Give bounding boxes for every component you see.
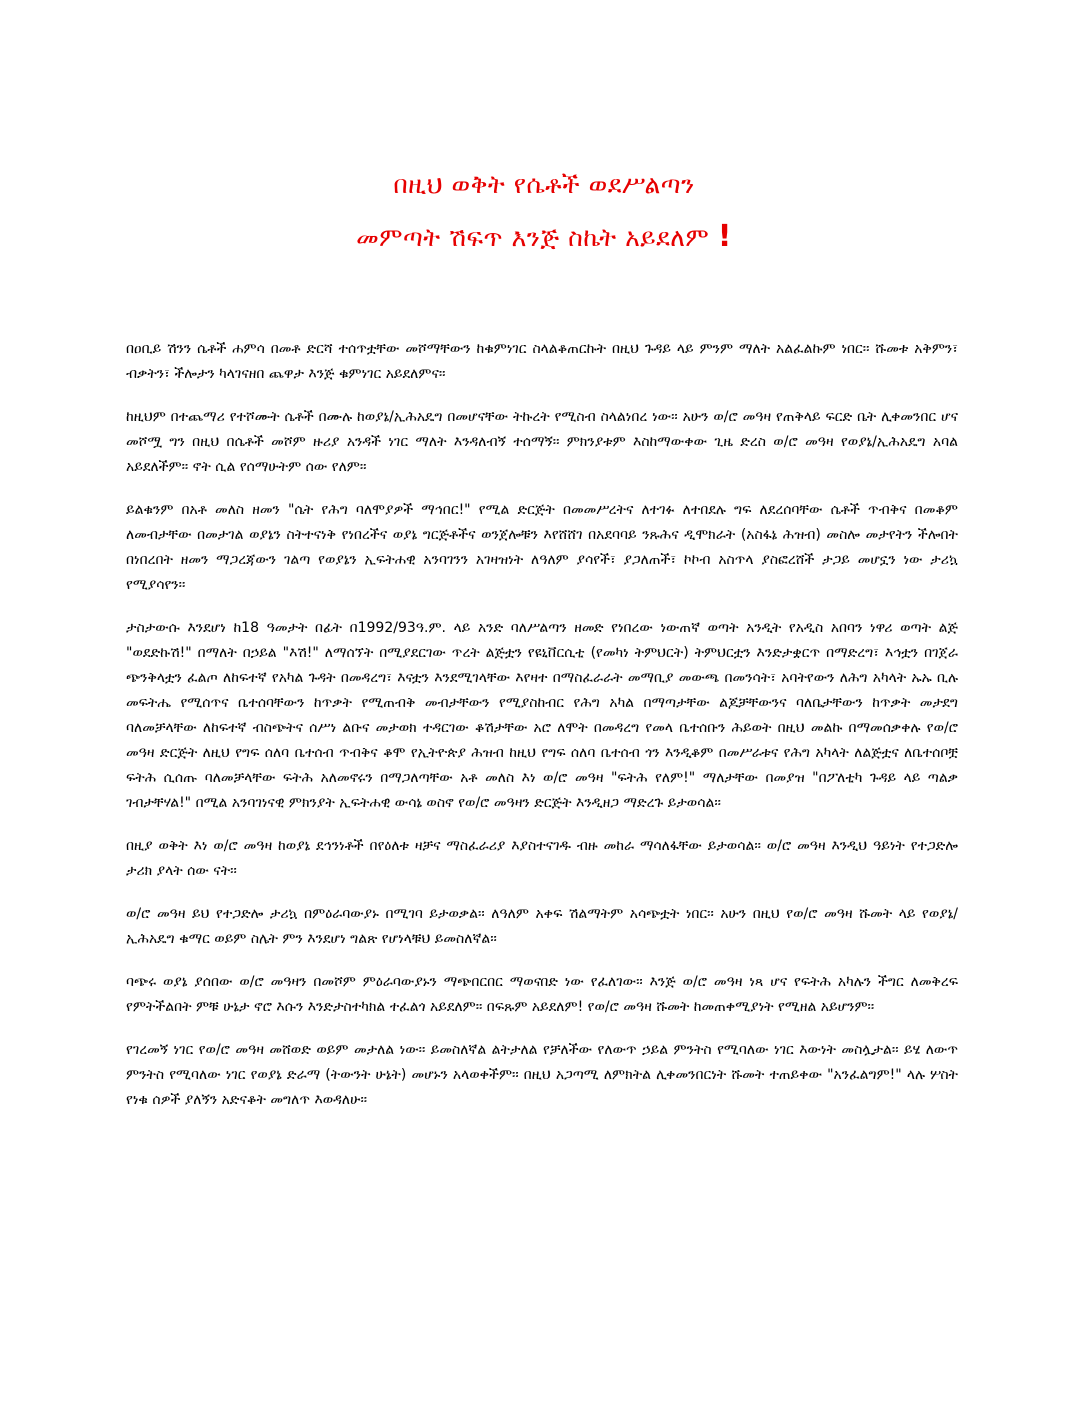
paragraph-1: በዐቢይ ሽንን ሴቶች ሐምሳ በመቶ ድርሻ ተሰጥቷቸው መሾማቸውን ከቁምነገር ስላልቆጠርኩት በዚህ ጉዳይ ላይ ምንም ማለት አልፈልኩም ነበር፡፡ ሹመቱ አቅምን፣ ብቃትን፣ ችሎታን ካላገናዘበ ጨዋታ እንጅ ቁምነገር አይደለምና፡፡ bbox=[126, 341, 958, 382]
document-body bbox=[126, 337, 958, 1131]
paragraph-4: ታስታውሱ እንደሆነ ከ18 ዓመታት በፊት በ1992/93ዓ.ም. ላይ አንድ ባለሥልጣን ዘመድ የነበረው ነውጠኛ ወጣት አንዲት የአዲስ አበባን ነዋሪ ወጣት ልጅ "ወደድኩሽ!" በማለት በኃይል "እሽ!" ለማሰኘት በሚያደርገው ጥረት ልጅቷን የዩኒቨርሲቲ (የመካነ ትምህርት) ትምህርቷን እንድታቋርጥ በማድረግ፣ እኅቷን በገጀራ ጭንቅላቷን ፈልጦ ለከፍተኛ የአካል ጉዳት በመዳረግ፣ እናቷን እንደሚገላቸው እየዛተ በማስፈራራት መማቢያ መውጫ በመንሳት፣ አባትየውን ለሕግ አካላት ኡኡ ቢሉ መፍትሔ የሚሰጥና ቤተሰባቸውን ከጥቃት የሚጠብቅ መብታቸውን የሚያስከብር የሕግ አካል በማጣታቸው ልጆቻቸውንና ባለቤታቸውን ከጥቃት መታደግ ባለመቻላቸው ለከፍተኛ ብስጭትና ሰሥነ ልቡና መታወክ ተዳርገው ቆሽታቸው አሮ ለሞት በመዳረግ የመላ ቤተሰቡን ሕይወት በዚህ መልኩ በማመሰቃቀሉ የወ/ሮ መዓዛ ድርጅት ለዚህ የግፍ ሰለባ ቤተሰብ ጥብቅና ቆሞ የኢትዮጵያ ሕዝብ ከዚህ የግፍ ሰለባ ቤተሰብ ጎን እንዲቆም በመሥራቱና የሕግ አካላት ለልጅቷና ለቤተሰቦቿ ፍትሕ ሲሰጡ ባለመቻላቸው ፍትሕ አለመኖሩን በማጋለጣቸው አቶ መለስ እነ ወ/ሮ መዓዛ "ፍትሕ የለም!" ማለታቸው በመያዝ "በፖለቲካ ጉዳይ ላይ ጣልቃ ገብታቸሃል!" በሚል አንባገነናዊ ምክንያት ኢፍትሐዊ ውሳኔ ወስኖ የወ/ሮ መዓዛን ድርጅት እንዲዘጋ ማድረጉ ይታወሳል፡፡ bbox=[126, 620, 958, 811]
document-title bbox=[0, 168, 1088, 255]
paragraph-3: ይልቁንም በአቶ መለስ ዘመን "ሴት የሕግ ባለሞያዎች ማኅበር!" የሚል ድርጅት በመመሥረትና ለተገፉ ለተበደሉ ግፍ ለደረሰባቸው ሴቶች ጥብቅና በመቆም ለመብታቸው በመታገል ወያኔን ስትተናነቅ የነበረችና ወያኔ ግርጅቶችና ወንጀሎቹን እየሸሸገ በአደባባይ ንጹሕና ዲሞክራት (አስፋኔ ሕዝብ) መስሎ መታየትን ችሎበት በነበረበት ዘመን ማጋረጃውን ገልጣ የወያኔን ኢፍትሐዊ አንባገንን አገዛዝነት ለዓለም ያሳየች፣ ያጋለጠች፣ ኮኮብ አስጥላ ያስፎረሸች ታጋይ መሆኗን ነው ታሪኳ የሚያሳየን፡፡ bbox=[126, 502, 958, 593]
paragraph-5: በዚያ ወቅት እነ ወ/ሮ መዓዛ ከወያኔ ደኅንነቶች በየዕለቱ ዛቻና ማስፈራሪያ እያስተናገዱ ብዙ መከራ ማሳለፋቸው ይታወሳል፡፡ ወ/ሮ መዓዛ እንዲህ ዓይነት የተጋድሎ ታሪክ ያላት ሰው ናት፡፡ bbox=[126, 838, 958, 879]
title-line-1: በዚህ ወቅት የሴቶች ወደሥልጣን bbox=[393, 170, 695, 199]
title-line-2 bbox=[0, 220, 1088, 255]
paragraph-7: ባጭሩ ወያኔ ያሰበው ወ/ሮ መዓዛን በመሾም ምዕራባውያኑን ማጭበርበር ማወናበድ ነው የፈለገው፡፡ እንጅ ወ/ሮ መዓዛ ነጻ ሆና የፍትሕ አካሉን ችግር ለመቅረፍ የምትችልበት ምቹ ሁኔታ ኖሮ እሱን እንድታስተካክል ተፈልጎ አይደለም፡፡ በፍጹም አይደለም! የወ/ሮ መዓዛ ሹመት ከመጠቀሚያነት የሚዘል አይሆንም፡፡ bbox=[126, 974, 958, 1015]
title-exclamation: ! bbox=[717, 219, 732, 254]
paragraph-8: የገረመኝ ነገር የወ/ሮ መዓዛ መሸወድ ወይም መታለል ነው፡፡ ይመስለኛል ልትታለል የቻለችው የለውጥ ኃይል ምንትስ የሚባለው ነገር እውነት መስሏታል፡፡ ይሄ ለውጥ ምንትስ የሚባለው ነገር የወያኔ ድራማ (ትውንት ሁኔት) መሆኑን አላወቀችም፡፡ በዚህ አጋጣሚ ለምክትል ሊቀመንበርነት ሹመት ተጠይቀው "አንፈልግም!" ላሉ ሦስት የነቁ ሰዎች ያለኝን አድናቆት መግለጥ እወዳለሁ፡፡ bbox=[126, 1042, 958, 1108]
title-line-2-text: መምጣት ሽፍጥ እንጅ ስኬት አይደለም bbox=[356, 223, 710, 252]
paragraph-2: ከዚህም በተጨማሪ የተሾሙት ሴቶች በሙሉ ከወያኔ/ኢሕአዴግ በመሆናቸው ትኩረት የሚስብ ስላልነበረ ነው፡፡ አሁን ወ/ሮ መዓዛ የጠቅላይ ፍርድ ቤት ሊቀመንበር ሆና መሾሟ ግን በዚህ በሴቶች መሾም ዙሪያ አንዳች ነገር ማለት እንዳለብኝ ተሰማኝ፡፡ ምክንያቱም እስከማውቀው ጊዜ ድረስ ወ/ሮ መዓዛ የወያኔ/ኢሕአዴግ አባል አይደለችም፡፡ ኖት ሲል የሰማሁትም ሰው የለም፡፡ bbox=[126, 409, 958, 475]
paragraph-6: ወ/ሮ መዓዛ ይህ የተጋድሎ ታሪኳ በምዕራባውያኑ በሚገባ ይታወቃል፡፡ ለዓለም አቀፍ ሽልማትም አሳጭቷት ነበር፡፡ አሁን በዚህ የወ/ሮ መዓዛ ሹመት ላይ የወያኔ/ኢሕአዴግ ቁማር ወይም ስሌት ምን እንደሆነ ግልጽ የሆነላቹህ ይመስለኛል፡፡ bbox=[126, 906, 958, 947]
